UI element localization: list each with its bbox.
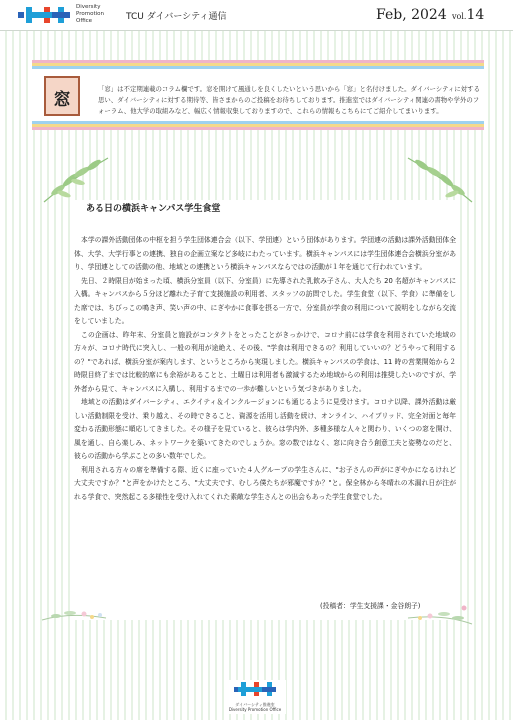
window-icon: 窓 <box>44 76 80 116</box>
article-paragraph: 利用される方々の席を準備する際、近くに座っていた４人グループの学生さんに、"お子さんの声がにぎやかになるけれど大丈夫ですか？"と声をかけたところ、"大丈夫です、むしろ僕たちが邪魔ですか？"と。保全林から冬晴れの木漏れ日が注がれる学食で、突然起こる多様性を受け入れてくれた素敵な学生さんとの出会もあった学生食堂でした。 <box>74 465 456 501</box>
footer-logo <box>224 680 286 714</box>
footer-org-name: ダイバーシティ推進室 <box>235 702 275 707</box>
rainbow-stripe <box>32 127 484 130</box>
column-intro-box <box>32 60 484 130</box>
article-paragraph: 先日、２時限目が始まった頃、横浜分室員（以下、分室員）に先導された乳飲み子さん、大人たち 20 名超がキャンパスに入構。キャンパスから５分ほど離れた子育て支援施設の利用者、スタッフの訪問でした。学生食堂（以下、学食）に準備をした席では、ちびっこの鳴き声、笑い声の中、にぎやかに食事を摂る一方で、分室員が学食の利用について説明をしながら交流をしていました。 <box>74 276 456 325</box>
contributor-credit: (投稿者：学生支援課・金谷朗子) <box>320 602 421 610</box>
article-paragraph: 本学の課外活動団体の中枢を担う学生団体連合会（以下、学団連）という団体があります。学団連の活動は課外活動団体全体、大学、大学行事との連携、独自の企画立案など多岐にわたっています。横浜キャンパスには学生団体連合会横浜分室があり、学団連としての活動の他、地域との連携という横浜キャンパスならではの活動が１年を通じて行われています。 <box>74 236 456 271</box>
newsletter-title: TCU ダイバーシティ通信 <box>126 12 227 22</box>
flower-sprig-icon <box>40 600 110 630</box>
logo-text: Diversity Promotion Office <box>76 4 104 24</box>
rainbow-stripe <box>32 66 484 69</box>
newsletter-header <box>0 0 513 31</box>
diversity-logo-icon <box>16 5 72 25</box>
article-paragraph: この企画は、昨年末、分室員と施設がコンタクトをとったことがきっかけで、コロナ前には学食を利用されていた地域の方々が、コロナ時代に突入し、一般の利用が途絶え、その後、"学食は利用できるの？利用していいの？どうやって利用するの？"であれば、横浜分室が案内します、というところから実現しました。横浜キャンパスの学食は、11 時の営業開始から２時限目終了までは比較的席にも余裕があることと、土曜日は利用者も激減するため地域からの利用は推奨したいのですが、学外者から見て、キャンパスに入構し、利用するまでの一歩が難しいという気づきがありました。 <box>74 330 456 393</box>
article-title: ある日の横浜キャンパス学生食堂 <box>86 204 221 214</box>
article-body <box>74 234 456 504</box>
issue-date: Feb, 2024 <box>376 7 447 23</box>
footer-org-name-en: Diversity Promotion Office <box>228 707 282 712</box>
diversity-logo-icon <box>224 680 286 698</box>
intro-text: 「窓」は不定期連載のコラム欄です。窓を開けて風通しを良くしたいという思いから「窓」と名付けました。ダイバーシティに対する思い、ダイバーシティに対する期待等、皆さまからのご投稿をお待ちしております。推進室ではダイバーシティ関連の書物や学外のフォーラム、他大学の取組みなど、幅広く情報収集しておりますので、これらの情報もこちらにてご紹介してまいります。 <box>98 85 480 115</box>
flower-sprig-icon <box>404 596 474 630</box>
article-paragraph: 地域との活動はダイバーシティ、エクイティ＆インクルージョンにも通じるように見受けます。コロナ以降、課外活動は厳しい活動制限を受け、乗り越え、その時できること、資源を活用し活動を続け、オンライン、ハイブリッド、完全対面と毎年変わる活動形態に順応してきました。その様子を見ていると、彼らは学内外、多種多様な人々と関わり、いくつの窓を開け、風を通し、自ら楽しみ、ネットワークを築いてきたのでしょうか。窓の数ではなく、窓に向き合う創意工夫と姿勢なのだと、彼らの活動から学ぶことの多い数年でした。 <box>74 398 456 460</box>
issue-volume: vol.14 <box>452 7 485 23</box>
